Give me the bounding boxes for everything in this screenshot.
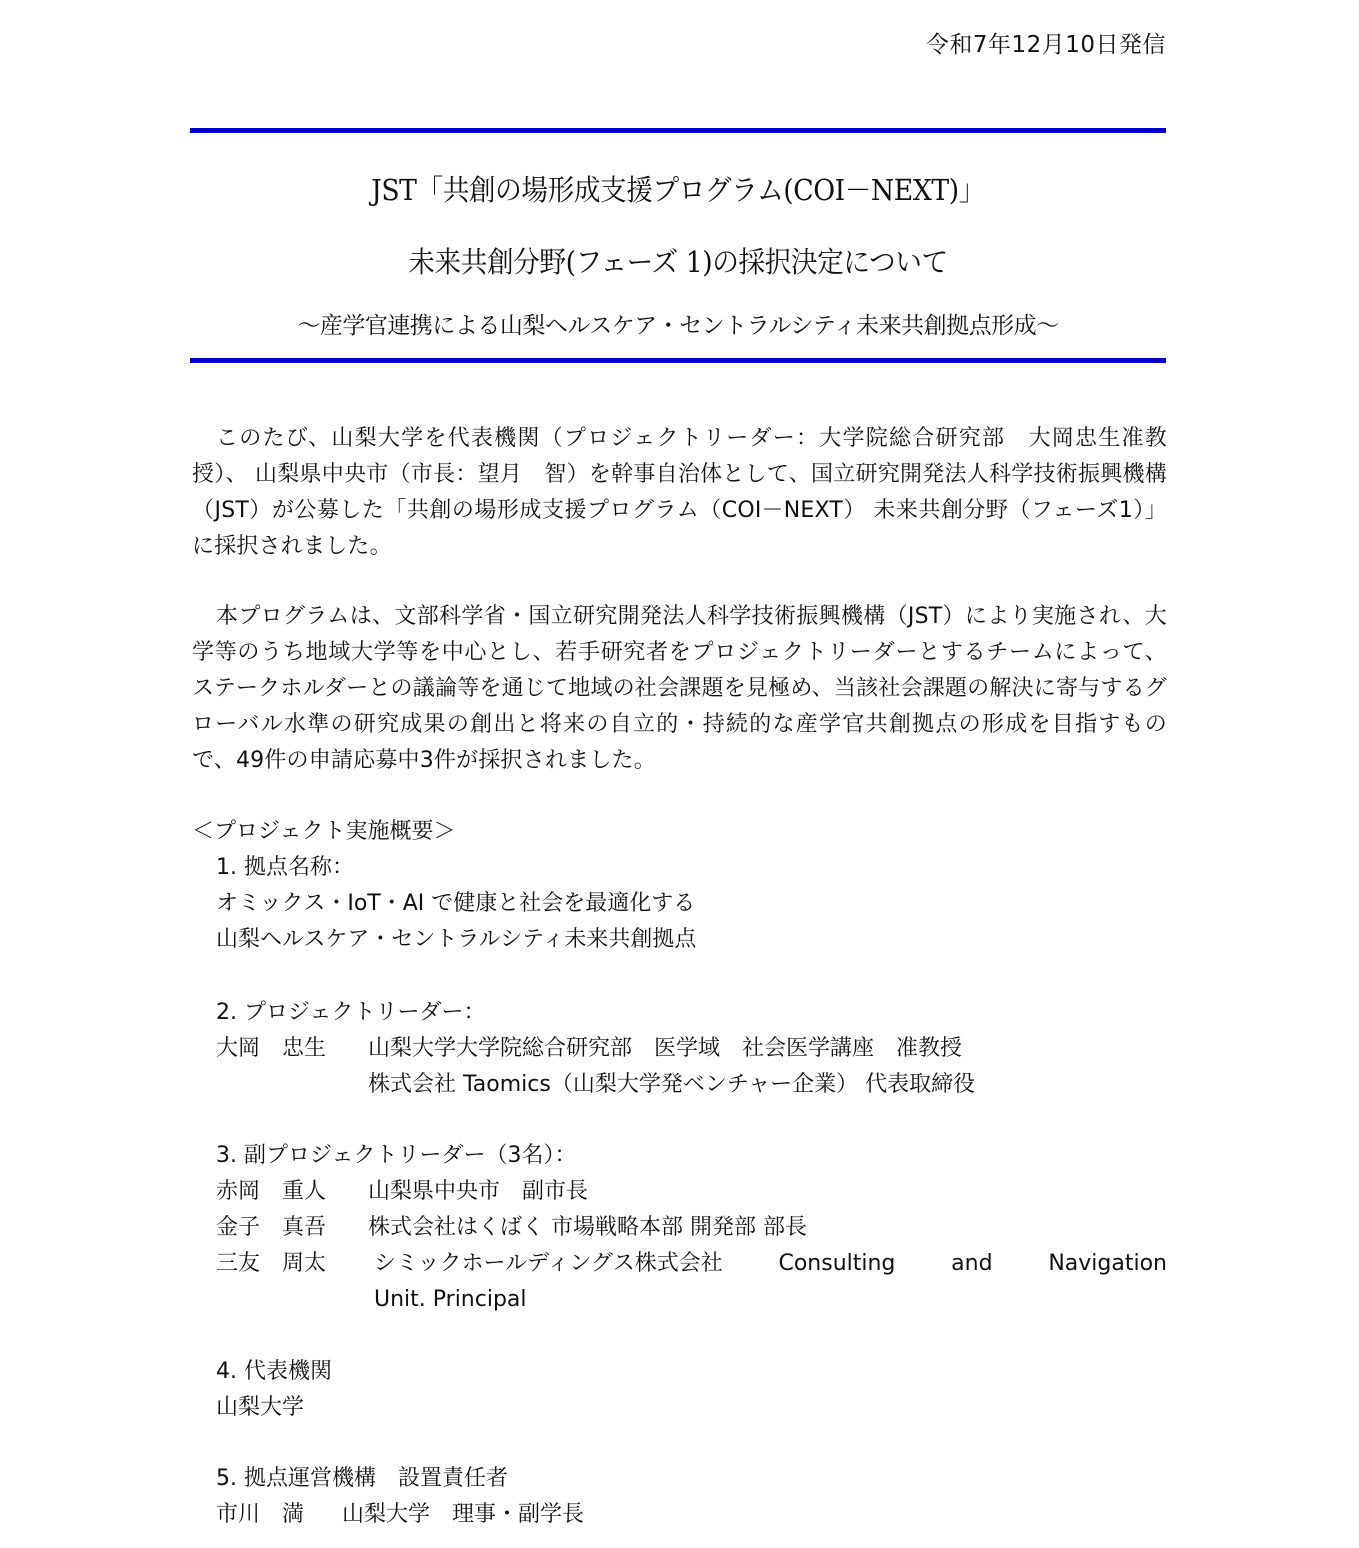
person-affiliation: 山梨大学大学院総合研究部 医学域 社会医学講座 准教授 [368, 1036, 963, 1061]
site-name-line-1: オミックス・IoT・AI で健康と社会を最適化する [216, 891, 696, 916]
affiliation-part: and [951, 1251, 993, 1276]
person-row [192, 1210, 1167, 1246]
person-name: 三友 周太 [216, 1251, 327, 1276]
person-affiliation: 株式会社はくばく 市場戦略本部 開発部 部長 [368, 1215, 807, 1240]
person-row [192, 1174, 1167, 1210]
person-row [192, 1246, 1167, 1282]
person-affiliation-continued: 株式会社 Taomics（山梨大学発ベンチャー企業） 代表取締役 [368, 1072, 976, 1097]
person-row [192, 1031, 1167, 1067]
person-affiliation: 山梨県中央市 副市長 [368, 1179, 589, 1204]
title-line-2: 未来共創分野(フェーズ 1)の採択決定について [408, 245, 948, 279]
person-name: 市川 満 [216, 1502, 305, 1527]
person-name: 赤岡 重人 [216, 1179, 327, 1204]
affiliation-part: Navigation [1048, 1251, 1167, 1276]
section-project-leader [192, 995, 1167, 1103]
intro-paragraph: このたび、山梨大学を代表機関（プロジェクトリーダー：大学院総合研究部 大岡忠生准教授）、 山梨県中央市（市長：望月 智）を幹事自治体として、国立研究開発法人科学技術振興機構（JST）が公募した「共創の場形成支援プログラム（COI－NEXT） 未来共創分野（フェーズ1）」に採択されました。 [192, 426, 1167, 559]
top-divider [190, 128, 1166, 133]
person-row [192, 1497, 1167, 1533]
person-affiliation: 山梨大学 理事・副学長 [342, 1502, 585, 1527]
program-paragraph: 本プログラムは、文部科学省・国立研究開発法人科学技術振興機構（JST）により実施され、大学等のうち地域大学等を中心とし、若手研究者をプロジェクトリーダーとするチームによって、ステークホルダーとの議論等を通じて地域の社会課題を見極め、当該社会課題の解決に寄与するグローバル水準の研究成果の創出と将来の自立的・持続的な産学官共創拠点の形成を目指すもので、49件の申請応募中3件が採択されました。 [192, 604, 1167, 773]
person-name: 金子 真吾 [216, 1215, 327, 1240]
person-affiliation [368, 1246, 1167, 1282]
issue-date: 令和7年12月10日発信 [925, 32, 1166, 58]
overview-heading: ＜プロジェクト実施概要＞ [192, 819, 456, 844]
bottom-divider [190, 358, 1166, 363]
subtitle: ～産学官連携による山梨ヘルスケア・セントラルシティ未来共創拠点形成～ [297, 313, 1059, 339]
section-heading: 2. プロジェクトリーダー： [216, 1000, 486, 1025]
section-heading: 3. 副プロジェクトリーダー（3名）： [216, 1143, 577, 1168]
site-name-line-2: 山梨ヘルスケア・セントラルシティ未来共創拠点 [216, 927, 697, 952]
affiliation-part: シミックホールディングス株式会社 [374, 1251, 723, 1276]
affiliation-part: Consulting [778, 1251, 896, 1276]
org-name: 山梨大学 [216, 1395, 305, 1420]
section-representative-org [192, 1354, 1167, 1426]
section-site-name [192, 850, 1167, 958]
person-name: 大岡 忠生 [216, 1036, 327, 1061]
section-heading: 5. 拠点運営機構 設置責任者 [216, 1466, 508, 1491]
person-affiliation-continued: Unit. Principal [374, 1287, 527, 1312]
section-sub-leaders [192, 1138, 1167, 1318]
title-line-1: JST「共創の場形成支援プログラム(COI－NEXT)」 [371, 173, 985, 207]
section-heading: 1. 拠点名称： [216, 855, 354, 880]
section-heading: 4. 代表機関 [216, 1359, 332, 1384]
section-operations-head [192, 1461, 1167, 1533]
